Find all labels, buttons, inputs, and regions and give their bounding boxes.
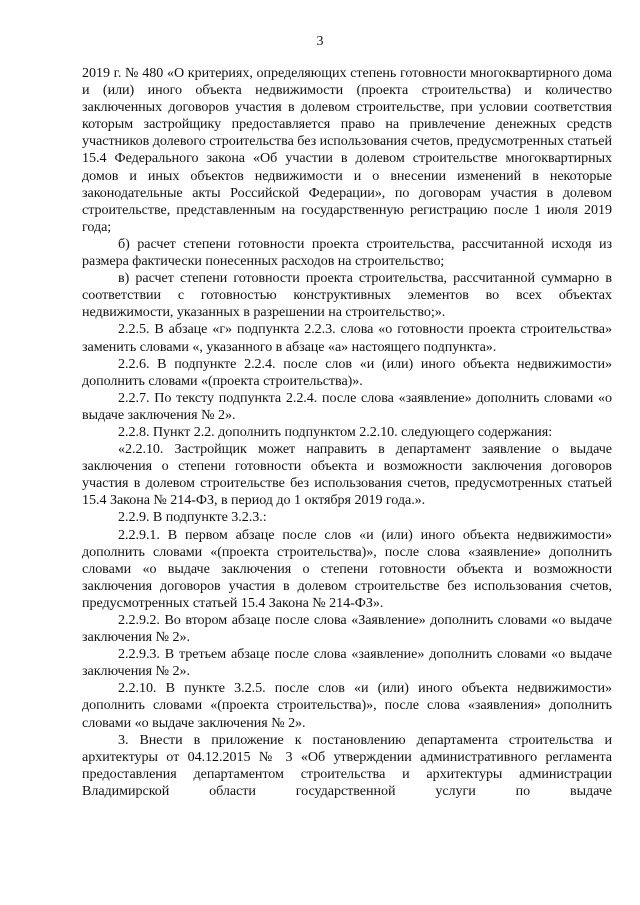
paragraph-2-2-10: 2.2.10. В пункте 3.2.5. после слов «и (или) иного объекта недвижимости» дополнить словами «(проекта строительства)», после слова «заявления» дополнить словами «о выдаче заключения № 2». — [82, 680, 612, 731]
paragraph-2-2-9-2: 2.2.9.2. Во втором абзаце после слова «Заявление» дополнить словами «о выдаче заключения № 2». — [82, 612, 612, 646]
paragraph-2-2-10-quote: «2.2.10. Застройщик может направить в департамент заявление о выдаче заключения о степени готовности объекта и возможности заключения договоров участия в долевом строительстве без использования счетов, предусмотренных статьей 15.4 Закона № 214-ФЗ, в период до 1 октября 2019 года.». — [82, 441, 612, 509]
paragraph-2-2-5: 2.2.5. В абзаце «г» подпункта 2.2.3. слова «о готовности проекта строительства» заменить словами «, указанного в абзаце «а» настоящего подпункта». — [82, 321, 612, 355]
paragraph-3: 3. Внести в приложение к постановлению департамента строительства и архитектуры от 04.12.2015 № 3 «Об утверждении административного регламента предоставления департаментом строительства и архитектуры администрации Владимирской области государственной услуги по выдаче — [82, 731, 612, 799]
paragraph-2-2-6: 2.2.6. В подпункте 2.2.4. после слов «и (или) иного объекта недвижимости» дополнить словами «(проекта строительства)». — [82, 355, 612, 389]
document-body — [82, 65, 612, 800]
paragraph-2-2-9: 2.2.9. В подпункте 3.2.3.: — [118, 509, 267, 526]
paragraph-continuation: 2019 г. № 480 «О критериях, определяющих степень готовности многоквартирного дома и (или) иного объекта недвижимости (проекта строительства) и количество заключенных договоров участия в долевом строительстве, при условии соответствия которым застройщику предоставляется право на привлечение денежных средств участников долевого строительства без использования счетов, предусмотренных статьей 15.4 Федерального закона «Об участии в долевом строительстве многоквартирных домов и иных объектов недвижимости и о внесении изменений в некоторые законодательные акты Российской Федерации», по договорам участия в долевом строительстве, представленным на государственную регистрацию после 1 июля 2019 года; — [82, 65, 612, 235]
paragraph-2-2-8: 2.2.8. Пункт 2.2. дополнить подпунктом 2.2.10. следующего содержания: — [118, 423, 553, 440]
paragraph-item-b: б) расчет степени готовности проекта строительства, рассчитанной исходя из размера фактически понесенных расходов на строительство; — [82, 235, 612, 270]
paragraph-2-2-9-1: 2.2.9.1. В первом абзаце после слов «и (или) иного объекта недвижимости» дополнить словами «(проекта строительства)», после слова «заявление» дополнить словами «о выдаче заключения о степени готовности объекта и возможности заключения договоров участия в долевом строительстве без использования счетов, предусмотренных статьей 15.4 Закона № 214-ФЗ». — [82, 526, 612, 611]
paragraph-2-2-7: 2.2.7. По тексту подпункта 2.2.4. после слова «заявление» дополнить словами «о выдаче заключения № 2». — [82, 389, 612, 423]
page-number: 3 — [316, 34, 324, 49]
paragraph-2-2-9-3: 2.2.9.3. В третьем абзаце после слова «заявление» дополнить словами «о выдаче заключения № 2». — [82, 646, 612, 680]
paragraph-item-v: в) расчет степени готовности проекта строительства, рассчитанной суммарно в соответствии с готовностью конструктивных элементов во всех объектах недвижимости, указанных в разрешении на строительство;». — [82, 270, 612, 321]
